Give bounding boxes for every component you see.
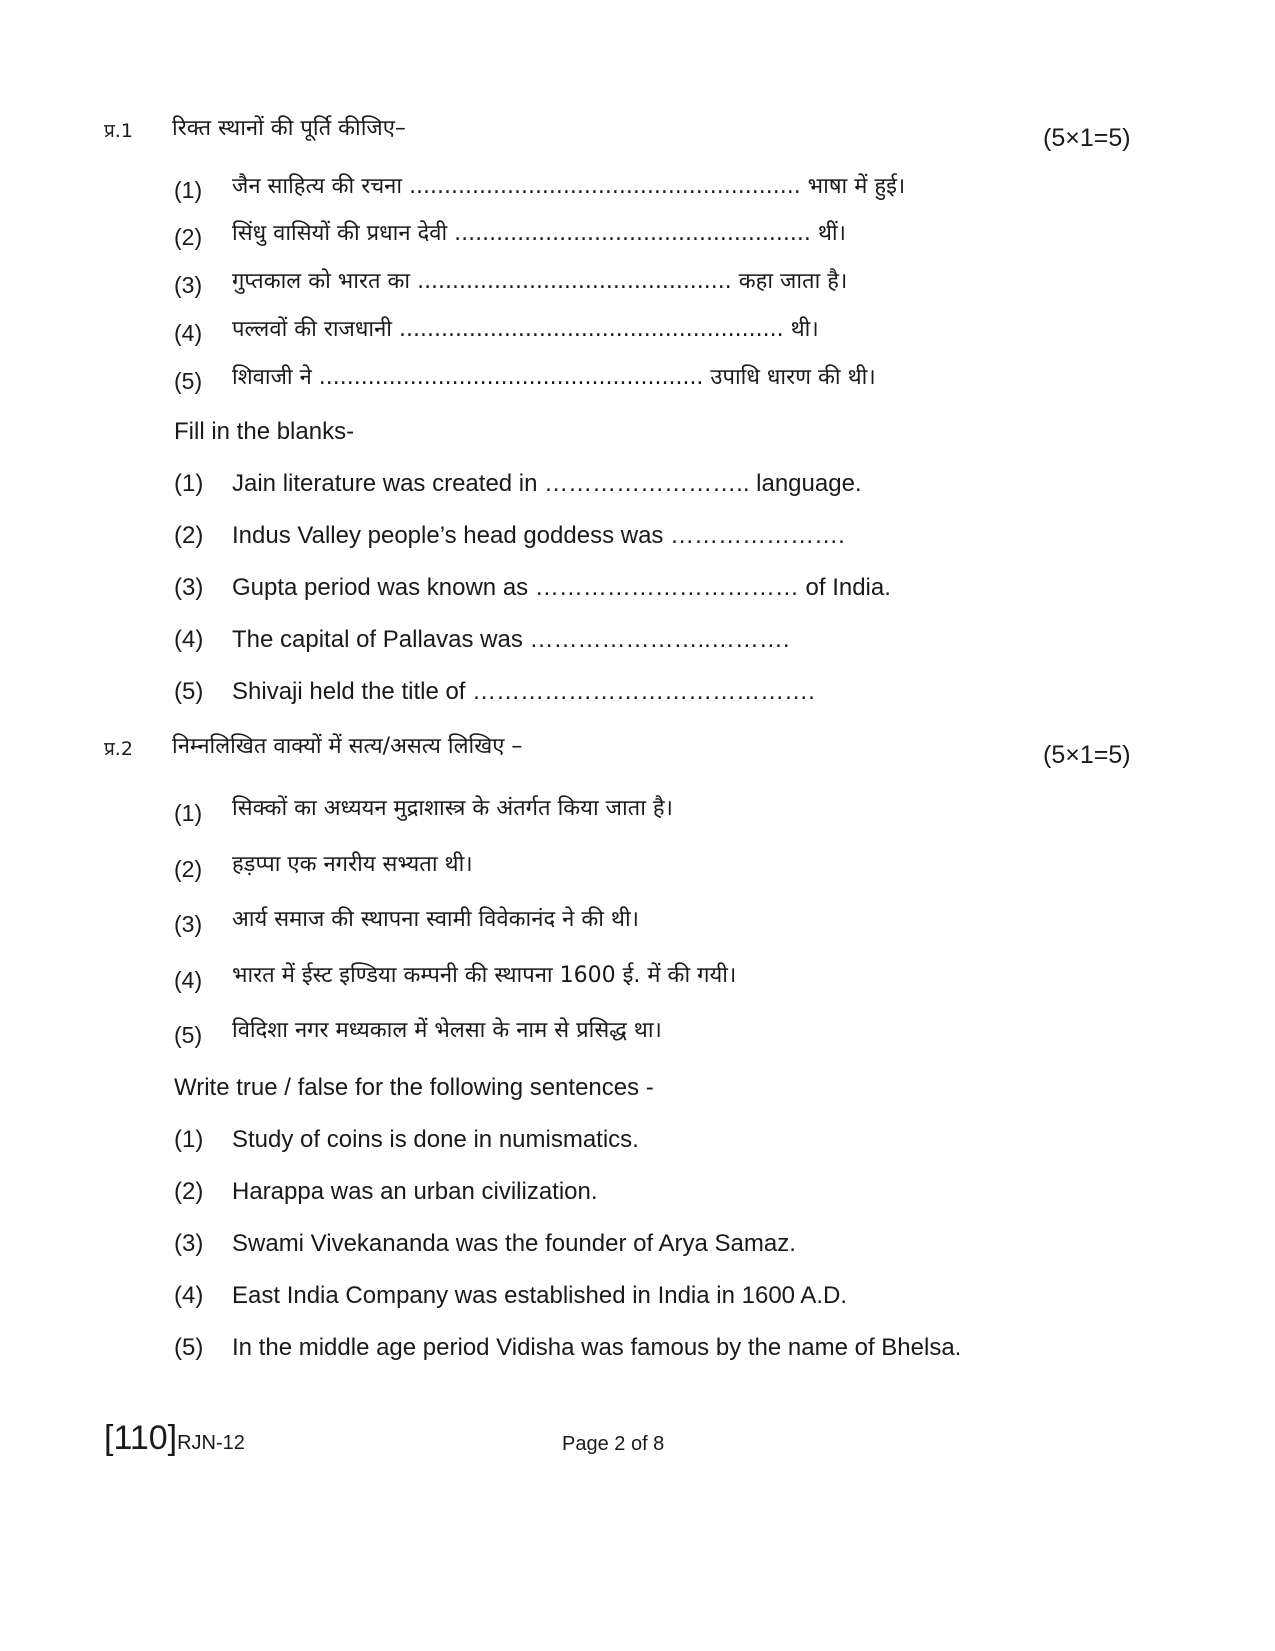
q2-hi-item-no: (4) bbox=[174, 967, 203, 993]
q1-hi-item-no: (4) bbox=[174, 320, 203, 346]
q2-en-item-no: (2) bbox=[174, 1178, 204, 1205]
q2-hi-item-no: (2) bbox=[174, 856, 203, 882]
q1-hi-item-no: (3) bbox=[174, 272, 203, 298]
q2-en-item-no: (5) bbox=[174, 1334, 204, 1361]
q1-en-item-no: (4) bbox=[174, 626, 204, 653]
q1-en-item-no: (2) bbox=[174, 522, 204, 549]
q1-en-item-text: Gupta period was known as …………………………… of India. bbox=[232, 574, 891, 601]
footer-paper-id bbox=[104, 1418, 245, 1459]
q1-heading-hindi: रिक्त स्थानों की पूर्ति कीजिए– bbox=[172, 116, 406, 141]
q1-number: प्र.1 bbox=[104, 120, 133, 142]
q2-hi-item-text: भारत में ईस्ट इण्डिया कम्पनी की स्थापना 1600 ई. में की गयी। bbox=[232, 963, 737, 988]
q2-en-item-text: In the middle age period Vidisha was famous by the name of Bhelsa. bbox=[232, 1334, 962, 1361]
q2-number: प्र.2 bbox=[104, 738, 133, 760]
q1-hi-item-text: सिंधु वासियों की प्रधान देवी ................................................... थीं। bbox=[232, 221, 846, 246]
q2-en-item-no: (3) bbox=[174, 1230, 204, 1257]
q2-en-item-no: (4) bbox=[174, 1282, 204, 1309]
q1-hi-item-no: (5) bbox=[174, 368, 203, 394]
q2-en-item-text: Study of coins is done in numismatics. bbox=[232, 1126, 639, 1153]
q2-hi-item-no: (3) bbox=[174, 911, 203, 937]
q2-heading-english: Write true / false for the following sentences - bbox=[174, 1074, 654, 1101]
q2-hi-item-text: सिक्कों का अध्ययन मुद्राशास्त्र के अंतर्गत किया जाता है। bbox=[232, 796, 673, 821]
q2-hi-item-text: विदिशा नगर मध्यकाल में भेलसा के नाम से प्रसिद्ध था। bbox=[232, 1018, 662, 1043]
q1-en-item-no: (1) bbox=[174, 470, 204, 497]
q1-hi-item-text: गुप्तकाल को भारत का ............................................. कहा जाता है। bbox=[232, 269, 848, 294]
q2-hi-item-text: आर्य समाज की स्थापना स्वामी विवेकानंद ने की थी। bbox=[232, 907, 640, 932]
q2-hi-item-no: (5) bbox=[174, 1022, 203, 1048]
paper-number: [110] bbox=[104, 1419, 178, 1457]
q2-hi-item-no: (1) bbox=[174, 800, 203, 826]
q1-en-item-text: Jain literature was created in …………………….. language. bbox=[232, 470, 862, 497]
q1-hi-item-no: (1) bbox=[174, 177, 203, 203]
q1-hi-item-text: शिवाजी ने ....................................................... उपाधि धारण की थी। bbox=[232, 365, 876, 390]
q1-en-item-text: The capital of Pallavas was …………………..………. bbox=[232, 626, 790, 653]
q1-marks: (5×1=5) bbox=[1043, 124, 1131, 152]
q1-en-item-text: Shivaji held the title of ……………………………………. bbox=[232, 678, 815, 705]
page-number: Page 2 of 8 bbox=[562, 1433, 665, 1455]
q1-hi-item-text: पल्लवों की राजधानी ....................................................... थी। bbox=[232, 317, 819, 342]
q1-en-item-no: (3) bbox=[174, 574, 204, 601]
q1-hi-item-no: (2) bbox=[174, 224, 203, 250]
q2-en-item-text: East India Company was established in India in 1600 A.D. bbox=[232, 1282, 848, 1309]
q1-heading-english: Fill in the blanks- bbox=[174, 418, 355, 445]
q2-hi-item-text: हड़प्पा एक नगरीय सभ्यता थी। bbox=[232, 852, 473, 877]
q2-en-item-no: (1) bbox=[174, 1126, 204, 1153]
q2-marks: (5×1=5) bbox=[1043, 741, 1131, 769]
q2-heading-hindi: निम्नलिखित वाक्यों में सत्य/असत्य लिखिए – bbox=[172, 734, 523, 759]
q2-en-item-text: Harappa was an urban civilization. bbox=[232, 1178, 598, 1205]
q1-hi-item-text: जैन साहित्य की रचना ........................................................ भाषा में हुई। bbox=[232, 174, 906, 199]
q1-en-item-text: Indus Valley people’s head goddess was …………………. bbox=[232, 522, 845, 549]
q2-en-item-text: Swami Vivekananda was the founder of Arya Samaz. bbox=[232, 1230, 796, 1257]
q1-en-item-no: (5) bbox=[174, 678, 204, 705]
paper-code: RJN-12 bbox=[177, 1432, 245, 1454]
